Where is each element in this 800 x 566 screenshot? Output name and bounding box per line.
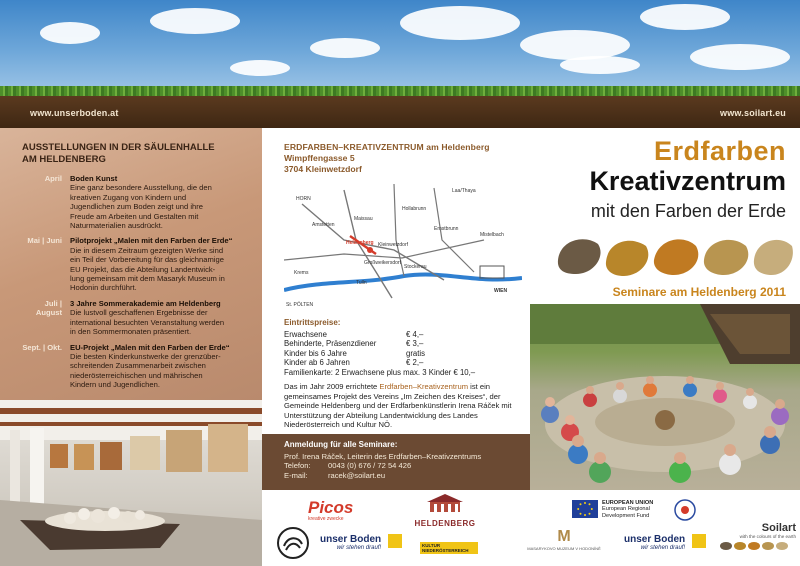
map-label-krems: Krems [294,270,309,276]
spiral-circle-icon [276,526,310,560]
unserboden-logo: unser Boden wir stehen drauf! [320,534,382,551]
event-juli-august: Juli | August 3 Jahre Sommerakademie am Heldenberg Die lustvoll geschaffenen Ergebnisse der international besuchten Veranstaltung werden in den Sommermonaten präsentiert. [35,298,225,337]
earth-color-swatches [554,230,794,280]
map-label-horn: HORN [296,196,311,202]
prices-heading: Eintrittspreise: [284,318,341,327]
map-label-grossweikersdorf: Großweikersdorf [364,260,401,266]
title-subtitle: mit den Farben der Erde [590,201,786,221]
venue-name: ERDFARBEN–KREATIVZENTRUM am Heldenberg [284,142,490,152]
event-april: April Boden Kunst Eine ganz besondere Ausstellung, die den kreativen Zugang von Kindern und Jugendlichen zum Boden zeigt und ihre Freude am Arbeiten und Gestalten mit Naturmaterialien ausdrückt. [44,174,212,231]
title-erdfarben: Erdfarben [653,136,786,166]
registration-phone[interactable]: 0043 (0) 676 / 72 54 426 [328,461,412,471]
price-row: Behinderte, Präsenzdiener € 3,– [284,339,424,349]
cross-border-logo-icon [672,498,698,522]
price-row: Erwachsene € 4,– [284,329,424,339]
kultur-noe-logo: KULTUR NIEDERÖSTERREICH [420,542,478,554]
unserboden-logo-2: unser Boden wir stehen drauf! [624,534,686,551]
registration-heading: Anmeldung für alle Seminare: [284,440,398,449]
unserboden-url[interactable]: www.unserboden.at [30,108,119,118]
intro-text: Das im Jahr 2009 errichtete Erdfarben–Kreativzentrum ist ein gemeinsames Projekt des Vereins „Im Zeichen des Kreises“, der Gemeinde Heldenberg und der Erdfarbenkünstlerin Irena Ráček mit Unterstützung der Abteilung Landentwicklung des Landes Niederösterreich und Kultur NÖ. [284,382,512,430]
map-label-hollabrunn: Hollabrunn [402,206,427,212]
children-workshop-photo [530,304,800,496]
soil-strip [0,96,800,128]
eu-fund-text: EUROPEAN UNION European Regional Development Fund [602,500,654,519]
eu-flag-icon [572,500,598,518]
heldenberg-logo: HELDENBERG [408,492,482,528]
map-label-stockerau: Stockerau [404,264,427,270]
masaryk-m-icon: M [557,528,571,545]
registration-person: Prof. Irena Ráček, Leiterin des Erdfarben–Kreativzentrums [284,451,482,461]
map-label-tulln: Tulln [356,280,367,286]
map-label-kleinwetzdorf: Kleinwetzdorf [378,242,409,248]
noe-badge-icon-2 [692,534,706,548]
address-block [284,142,490,175]
map-label-amstetten: Amstetten [312,222,335,228]
map-label-laa: Laa/Thaya [452,188,476,194]
map-label-wien: WIEN [494,288,508,294]
venue-city: 3704 Kleinwetzdorf [284,164,362,174]
map-label-maissau: Maissau [354,216,373,222]
title-kreativzentrum: Kreativzentrum [589,166,786,196]
prices-block [284,318,514,378]
exhibitions-heading: AUSSTELLUNGEN IN DER SÄULENHALLE AM HELDENBERG [22,142,215,165]
gallery-photo [0,400,262,566]
heldenberg-building-icon [425,492,465,514]
soilart-url[interactable]: www.soilart.eu [720,108,786,118]
soilart-logo: Soilart with the colours of the earth [718,522,796,557]
noe-badge-icon [388,534,402,548]
family-ticket: Familienkarte: 2 Erwachsene plus max. 3 Kinder € 10,– [284,367,476,377]
seminar-title: Seminare am Heldenberg 2011 [612,285,786,299]
price-row: Kinder ab 6 Jahren € 2,– [284,358,424,368]
masaryk-museum-logo: M MASARYKOVO MUZEUM V HODONÍNĚ [524,528,604,551]
sky-banner [0,0,800,92]
registration-email[interactable]: racek@soilart.eu [328,470,386,480]
location-map [284,180,522,312]
event-sept-okt: Sept. | Okt. EU-Projekt „Malen mit den Farben der Erde“ Die besten Kinderkunstwerke der grenzüber- schreitenden Zusammenarbeit zwischen niederösterreichischen und mährischen Kindern und Jugendlichen. [22,342,230,390]
map-label-ernstbrunn: Ernstbrunn [434,226,459,232]
picos-logo: Picos kreative zwecke [308,498,354,522]
map-label-mistelbach: Mistelbach [480,232,504,238]
venue-street: Wimpffengasse 5 [284,153,355,163]
map-label-st-poelten: St. PÖLTEN [286,302,314,308]
registration-box: Anmeldung für alle Seminare: Prof. Irena Ráček, Leiterin des Erdfarben–Kreativzentrums Telefon: 0043 (0) 676 / 72 54 426 E-mail: racek@soilart.eu [262,434,530,490]
map-label-heldenberg: Heldenberg [346,240,374,246]
sponsor-logos [262,490,800,566]
grass-strip [0,86,800,96]
soilart-swatch-icons [718,540,796,552]
event-mai-juni: Mai | Juni Pilotprojekt „Malen mit den Farben der Erde“ Die in diesem Zeitraum gezeigten Werke sind ein Teil der Vorbereitung für das gleichnamige EU Projekt, das die Abteilung Landentwick- lung gemeinsam mit dem Masaryk Museum in Hodonin durchführt. [27,236,233,293]
price-row: Kinder bis 6 Jahre gratis [284,348,426,358]
exhibitions-panel [0,128,262,400]
